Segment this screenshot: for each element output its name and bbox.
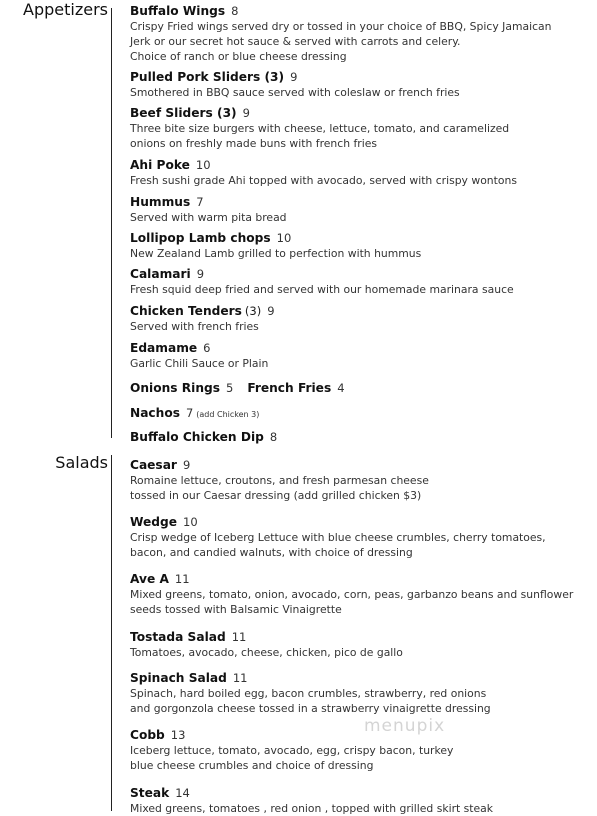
menu-item-name: Edamame xyxy=(130,341,198,355)
menu-item-description: bacon, and candied walnuts, with choice of dressing xyxy=(130,546,413,559)
menu-item-header xyxy=(130,782,595,801)
menu-item-price: 7 xyxy=(185,406,194,420)
menu-item-description: Mixed greens, tomato, onion, avocado, corn, peas, garbanzo beans and sunflower xyxy=(130,588,574,601)
menu-item-header xyxy=(130,626,595,645)
menu-item-description: tossed in our Caesar dressing (add grilled chicken $3) xyxy=(130,489,422,502)
menu-item-header xyxy=(130,377,595,396)
menu-item-price: 11 xyxy=(231,630,247,644)
menu-item-price: 9 xyxy=(196,267,205,281)
menu-item-name: Wedge xyxy=(130,515,177,529)
menu-item-price: 6 xyxy=(203,341,211,355)
salads-heading: Salads xyxy=(55,453,108,472)
menu-item xyxy=(130,377,595,396)
menu-item-price: 10 xyxy=(195,158,211,172)
menu-item-description: Romaine lettuce, croutons, and fresh parmesan cheese xyxy=(130,474,429,487)
menu-item-description: Smothered in BBQ sauce served with coleslaw or french fries xyxy=(130,86,460,99)
menu-item-name: Ahi Poke xyxy=(130,158,190,172)
menu-item-description: Crisp wedge of Iceberg Lettuce with blue cheese crumbles, cherry tomatoes, xyxy=(130,531,546,544)
menu-item-note: (add Chicken 3) xyxy=(196,410,260,419)
menu-item-name: Cobb xyxy=(130,728,165,742)
menu-item-header xyxy=(130,426,595,445)
menu-item-price: 13 xyxy=(170,728,186,742)
menu-item-description: Fresh squid deep fried and served with our homemade marinara sauce xyxy=(130,283,514,296)
menu-item-price: 7 xyxy=(196,195,204,209)
menu-item-price: 11 xyxy=(232,671,248,685)
menu-item xyxy=(130,66,595,100)
menu-item-header xyxy=(130,667,595,686)
menu-item-description: Fresh sushi grade Ahi topped with avocado, served with crispy wontons xyxy=(130,174,517,187)
menu-item-description: Garlic Chili Sauce or Plain xyxy=(130,357,269,370)
menu-item-header xyxy=(130,227,595,246)
menu-item-description: Spinach, hard boiled egg, bacon crumbles, strawberry, red onions xyxy=(130,687,487,700)
menu-item-name: Pulled Pork Sliders (3) xyxy=(130,70,285,84)
menu-item-price: 8 xyxy=(269,430,278,444)
menu-item-header xyxy=(130,568,595,587)
menu-item xyxy=(130,191,595,225)
menu-item-description: New Zealand Lamb grilled to perfection with hummus xyxy=(130,247,422,260)
salads-divider xyxy=(111,455,112,811)
menu-item-name: Buffalo Chicken Dip xyxy=(130,430,264,444)
menu-item xyxy=(130,626,595,660)
menu-item-description: seeds tossed with Balsamic Vinaigrette xyxy=(130,603,342,616)
menu-item-name: Beef Sliders (3) xyxy=(130,106,237,120)
menu-item xyxy=(130,402,595,421)
menu-item xyxy=(130,102,595,151)
menu-item xyxy=(130,724,595,773)
menu-item-description: Served with warm pita bread xyxy=(130,211,287,224)
menu-item-description: onions on freshly made buns with french fries xyxy=(130,137,377,150)
appetizers-heading: Appetizers xyxy=(23,0,108,19)
menu-item xyxy=(130,154,595,188)
menu-item xyxy=(130,454,595,503)
menu-item-description: Tomatoes, avocado, cheese, chicken, pico de gallo xyxy=(130,646,403,659)
menu-item-name: Hummus xyxy=(130,195,191,209)
menu-item-description: Mixed greens, tomatoes , red onion , topped with grilled skirt steak xyxy=(130,802,494,815)
menu-item-name: Nachos xyxy=(130,406,180,420)
menu-item-price: 14 xyxy=(175,786,190,800)
menu-item-description: blue cheese crumbles and choice of dressing xyxy=(130,759,374,772)
watermark-logo: menupix xyxy=(364,716,446,736)
menu-item xyxy=(130,0,595,64)
menu-item-header xyxy=(130,191,595,210)
menu-item xyxy=(130,263,595,297)
menu-item-price: 11 xyxy=(174,572,190,586)
menu-item-description: Crispy Fried wings served dry or tossed in your choice of BBQ, Spicy Jamaican xyxy=(130,20,552,33)
menu-item-name: Steak xyxy=(130,786,170,800)
menu-item-price: 5 xyxy=(225,381,234,395)
menu-item xyxy=(130,227,595,261)
menu-item-name: Tostada Salad xyxy=(130,630,226,644)
menu-item-price: 9 xyxy=(267,304,275,318)
menu-item xyxy=(130,511,595,560)
menu-item-header xyxy=(130,454,595,473)
menu-item-header xyxy=(130,724,595,743)
menu-item-description: Jerk or our secret hot sauce & served with carrots and celery. xyxy=(130,35,461,48)
menu-item-price: 8 xyxy=(231,4,239,18)
menu-item xyxy=(130,337,595,371)
menu-item-header xyxy=(130,102,595,121)
menu-item-price: 10 xyxy=(183,515,198,529)
menu-item-price: 9 xyxy=(290,70,298,84)
menu-item-price: 9 xyxy=(182,458,191,472)
menu-item-header xyxy=(130,300,595,319)
menu-item-quantity: (3) xyxy=(244,304,262,318)
menu-item xyxy=(130,568,595,617)
menu-item-header xyxy=(130,511,595,530)
menu-item xyxy=(130,300,595,334)
menu-item-name: Buffalo Wings xyxy=(130,4,226,18)
menu-item-description: Served with french fries xyxy=(130,320,259,333)
menu-item-name: Ave A xyxy=(130,572,169,586)
menu-item-name: Calamari xyxy=(130,267,191,281)
appetizers-divider xyxy=(111,8,112,438)
menu-item-header xyxy=(130,154,595,173)
menu-item-description: and gorgonzola cheese tossed in a strawberry vinaigrette dressing xyxy=(130,702,491,715)
menu-item xyxy=(130,667,595,716)
menu-item-description: Three bite size burgers with cheese, lettuce, tomato, and caramelized xyxy=(130,122,510,135)
menu-item-name: Chicken Tenders xyxy=(130,304,242,318)
menu-item-price: 10 xyxy=(276,231,292,245)
menu-item-header xyxy=(130,402,595,421)
menu-item-name: Lollipop Lamb chops xyxy=(130,231,271,245)
menu-item-description: Choice of ranch or blue cheese dressing xyxy=(130,50,347,63)
menu-item-header xyxy=(130,263,595,282)
menu-item-name: Spinach Salad xyxy=(130,671,227,685)
menu-item-description: Iceberg lettuce, tomato, avocado, egg, crispy bacon, turkey xyxy=(130,744,454,757)
menu-item-header xyxy=(130,66,595,85)
menu-item-name: Onions Rings xyxy=(130,381,220,395)
menu-item-header xyxy=(130,0,595,19)
menu-item xyxy=(130,426,595,445)
menu-item-price: 9 xyxy=(242,106,250,120)
menu-item-header xyxy=(130,337,595,356)
menu-item-price: 4 xyxy=(337,381,345,395)
menu-item-name: Caesar xyxy=(130,458,177,472)
menu-item-name: French Fries xyxy=(247,381,332,395)
